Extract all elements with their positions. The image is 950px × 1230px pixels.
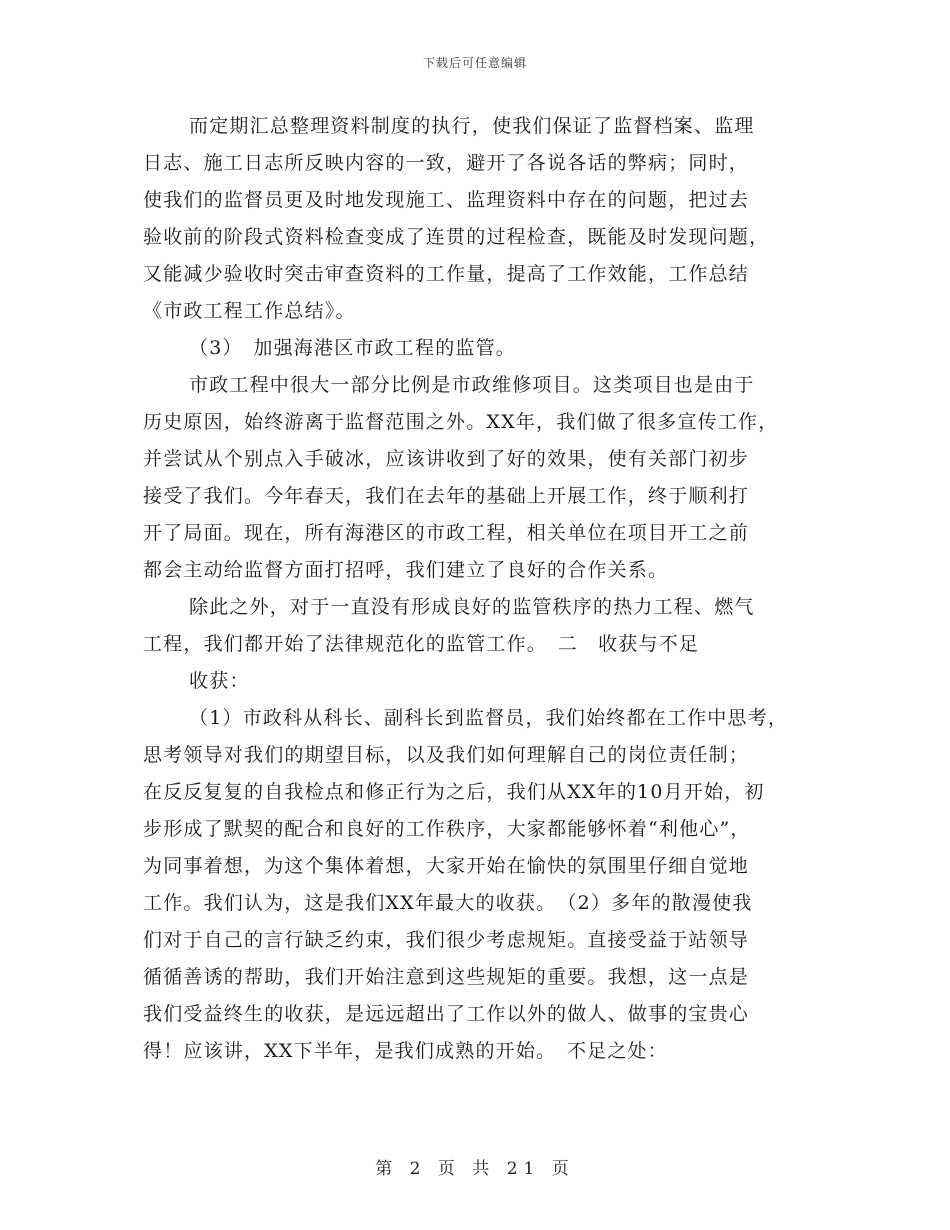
text-line: 开了局面。现在，所有海港区的市政工程，相关单位在项目开工之前 bbox=[143, 522, 750, 544]
section-heading: 收获： bbox=[189, 670, 250, 692]
text-line: 接受了我们。今年春天，我们在去年的基础上开展工作，终于顺利打 bbox=[143, 485, 750, 507]
text-line: 步形成了默契的配合和良好的工作秩序，大家都能够怀着“利他心”， bbox=[143, 818, 751, 840]
text-line: 我们受益终生的收获，是远远超出了工作以外的做人、做事的宝贵心 bbox=[143, 1003, 750, 1025]
text-line: 工作。我们认为，这是我们XX年最大的收获。 （2）多年的散漫使我 bbox=[143, 892, 753, 914]
document-body bbox=[143, 108, 828, 1070]
text-line: 得！应该讲，XX下半年，是我们成熟的开始。 不足之处： bbox=[143, 1040, 668, 1062]
text-line: 并尝试从个别点入手破冰，应该讲收到了好的效果，使有关部门初步 bbox=[143, 448, 750, 470]
text-line: （1）市政科从科长、副科长到监督员，我们始终都在工作中思考， bbox=[189, 707, 789, 729]
text-line: 日志、施工日志所反映内容的一致，避开了各说各话的弊病；同时， bbox=[143, 152, 750, 174]
text-line: 思考领导对我们的期望目标，以及我们如何理解自己的岗位责任制； bbox=[143, 744, 750, 766]
text-line: 为同事着想，为这个集体着想，大家开始在愉快的氛围里仔细自觉地 bbox=[143, 855, 750, 877]
text-line: 除此之外，对于一直没有形成良好的监管秩序的热力工程、燃气 bbox=[189, 596, 755, 618]
text-line: 市政工程中很大一部分比例是市政维修项目。这类项目也是由于 bbox=[189, 374, 755, 396]
page-header: 下载后可任意编辑 bbox=[422, 56, 527, 70]
text-line: 历史原因，始终游离于监督范围之外。XX年，我们做了很多宣传工作， bbox=[143, 411, 779, 433]
section-heading: （3） 加强海港区市政工程的监管。 bbox=[189, 337, 516, 359]
text-line: 《市政工程工作总结》。 bbox=[143, 300, 356, 322]
text-line: 在反反复复的自我检点和修正行为之后，我们从XX年的10月开始，初 bbox=[143, 781, 765, 803]
text-line: 工程，我们都开始了法律规范化的监管工作。 二 收获与不足 bbox=[143, 633, 700, 655]
text-line: 而定期汇总整理资料制度的执行，使我们保证了监督档案、监理 bbox=[189, 115, 755, 137]
text-line: 又能减少验收时突击审查资料的工作量，提高了工作效能，工作总结 bbox=[143, 263, 750, 285]
text-line: 验收前的阶段式资料检查变成了连贯的过程检查，既能及时发现问题， bbox=[143, 226, 770, 248]
text-line: 使我们的监督员更及时地发现施工、监理资料中存在的问题，把过去 bbox=[143, 189, 750, 211]
text-line: 循循善诱的帮助，我们开始注意到这些规矩的重要。我想，这一点是 bbox=[143, 966, 750, 988]
text-line: 都会主动给监督方面打招呼，我们建立了良好的合作关系。 bbox=[143, 559, 669, 581]
page-number: 第 2 页 共 21 页 bbox=[375, 1159, 575, 1179]
text-line: 们对于自己的言行缺乏约束，我们很少考虑规矩。直接受益于站领导 bbox=[143, 929, 750, 951]
